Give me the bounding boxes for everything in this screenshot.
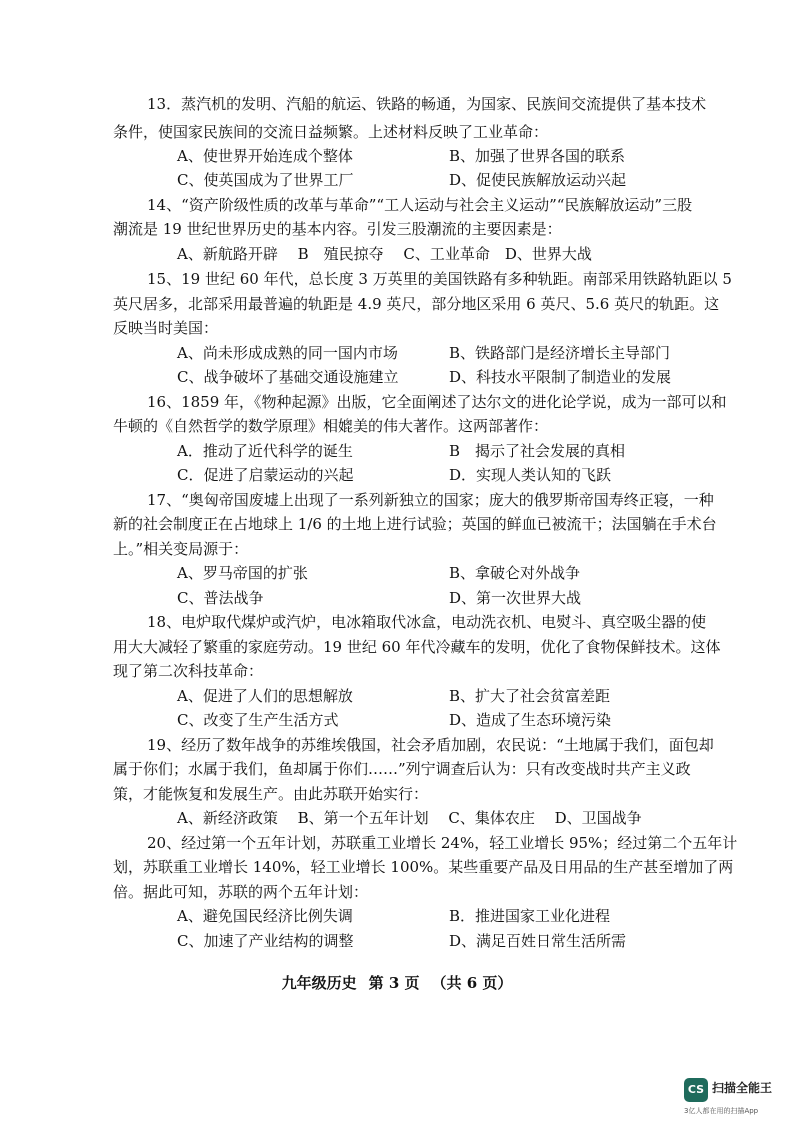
q19-line-3: 策，才能恢复和发展生产。由此苏联开始实行： <box>113 785 429 803</box>
q17-option-c: C、普法战争 <box>177 589 264 607</box>
footer-page-number: 第 3 页 <box>368 974 420 992</box>
q13-option-b: B、加强了世界各国的联系 <box>449 147 626 165</box>
q14-line-1: 14、“资产阶级性质的改革与革命”“工人运动与社会主义运动”“民族解放运动”三股 <box>147 196 693 214</box>
q15-option-d: D、科技水平限制了制造业的发展 <box>449 368 672 386</box>
q17-line-1: 17、“奥匈帝国废墟上出现了一系列新独立的国家；庞大的俄罗斯帝国寿终正寝，一种 <box>147 491 714 509</box>
q20-option-b: B．推进国家工业化进程 <box>449 907 611 925</box>
q13-option-c: C、使英国成为了世界工厂 <box>177 171 354 189</box>
q19-line-1: 19、经历了数年战争的苏维埃俄国，社会矛盾加剧，农民说：“土地属于我们，面包却 <box>147 736 714 754</box>
q13-option-a: A、使世界开始连成个整体 <box>177 147 353 165</box>
q17-line-2: 新的社会制度正在占地球上 1/6 的土地上进行试验；英国的鲜血已被流干；法国躺在手术台 <box>113 515 717 533</box>
q13-option-d: D、促使民族解放运动兴起 <box>449 171 627 189</box>
watermark-tagline: 3亿人都在用的扫描App <box>684 1107 759 1115</box>
q13-line-1: 13．蒸汽机的发明、汽船的航运、铁路的畅通，为国家、民族间交流提供了基本技术 <box>147 95 707 113</box>
q16-line-1: 16、1859 年，《物种起源》出版，它全面阐述了达尔文的进化论学说，成为一部可以和 <box>147 393 727 411</box>
q20-line-3: 倍。据此可知，苏联的两个五年计划： <box>113 883 369 901</box>
camscanner-logo-icon: CS <box>684 1078 708 1102</box>
q18-line-3: 现了第二次科技革命： <box>113 662 264 680</box>
q20-line-1: 20、经过第一个五年计划，苏联重工业增长 24%，轻工业增长 95%；经过第二个五年计 <box>147 834 738 852</box>
watermark-name: 扫描全能王 <box>712 1081 773 1095</box>
q20-option-d: D、满足百姓日常生活所需 <box>449 932 627 950</box>
q18-option-b: B、扩大了社会贫富差距 <box>449 687 611 705</box>
q14-line-2: 潮流是 19 世纪世界历史的基本内容。引发三股潮流的主要因素是： <box>113 220 562 238</box>
q17-option-a: A、罗马帝国的扩张 <box>177 564 308 582</box>
q13-line-2: 条件，使国家民族间的交流日益频繁。上述材料反映了工业革命： <box>113 123 549 141</box>
q14-options: A、新航路开辟 B 殖民掠夺 C、工业革命 D、世界大战 <box>177 245 592 263</box>
q17-option-d: D、第一次世界大战 <box>449 589 582 607</box>
q15-option-c: C、战争破坏了基础交通设施建立 <box>177 368 399 386</box>
q18-option-c: C、改变了生产生活方式 <box>177 711 339 729</box>
q20-option-a: A、避免国民经济比例失调 <box>177 907 353 925</box>
footer-grade-subject: 九年级历史 <box>281 974 357 992</box>
q16-option-d: D．实现人类认知的飞跃 <box>449 466 612 484</box>
q18-line-1: 18、电炉取代煤炉或汽炉，电冰箱取代冰盒，电动洗衣机、电熨斗、真空吸尘器的使 <box>147 613 707 631</box>
page-footer <box>0 972 794 993</box>
q19-options: A、新经济政策 B、第一个五年计划 C、集体农庄 D、卫国战争 <box>177 809 642 827</box>
q15-option-b: B、铁路部门是经济增长主导部门 <box>449 344 671 362</box>
q17-option-b: B、拿破仑对外战争 <box>449 564 581 582</box>
q19-line-2: 属于你们；水属于我们，鱼却属于你们……”列宁调查后认为：只有改变战时共产主义政 <box>113 760 691 778</box>
footer-total-pages: （共 6 页） <box>431 974 513 992</box>
q15-line-2: 英尺居多，北部采用最普遍的轨距是 4.9 英尺，部分地区采用 6 英尺、5.6 英尺的轨距。这 <box>113 295 720 313</box>
q15-option-a: A、尚未形成成熟的同一国内市场 <box>177 344 398 362</box>
q16-option-c: C．促进了启蒙运动的兴起 <box>177 466 354 484</box>
q15-line-3: 反映当时美国： <box>113 319 219 337</box>
q18-option-d: D、造成了生态环境污染 <box>449 711 612 729</box>
q16-line-2: 牛顿的《自然哲学的数学原理》相媲美的伟大著作。这两部著作： <box>113 417 549 435</box>
q18-option-a: A、促进了人们的思想解放 <box>177 687 353 705</box>
q16-option-b: B 揭示了社会发展的真相 <box>449 442 626 460</box>
q18-line-2: 用大大减轻了繁重的家庭劳动。19 世纪 60 年代冷藏车的发明，优化了食物保鲜技术。这体 <box>113 638 721 656</box>
q16-option-a: A．推动了近代科学的诞生 <box>177 442 353 460</box>
scanner-watermark <box>684 1076 792 1120</box>
q20-line-2: 划，苏联重工业增长 140%，轻工业增长 100%。某些重要产品及日用品的生产甚至增加了两 <box>113 858 734 876</box>
q17-line-3: 上。”相关变局源于： <box>113 540 249 558</box>
q20-option-c: C、加速了产业结构的调整 <box>177 932 354 950</box>
q15-line-1: 15、19 世纪 60 年代，总长度 3 万英里的美国铁路有多种轨距。南部采用铁路轨距以 5 <box>147 270 732 288</box>
